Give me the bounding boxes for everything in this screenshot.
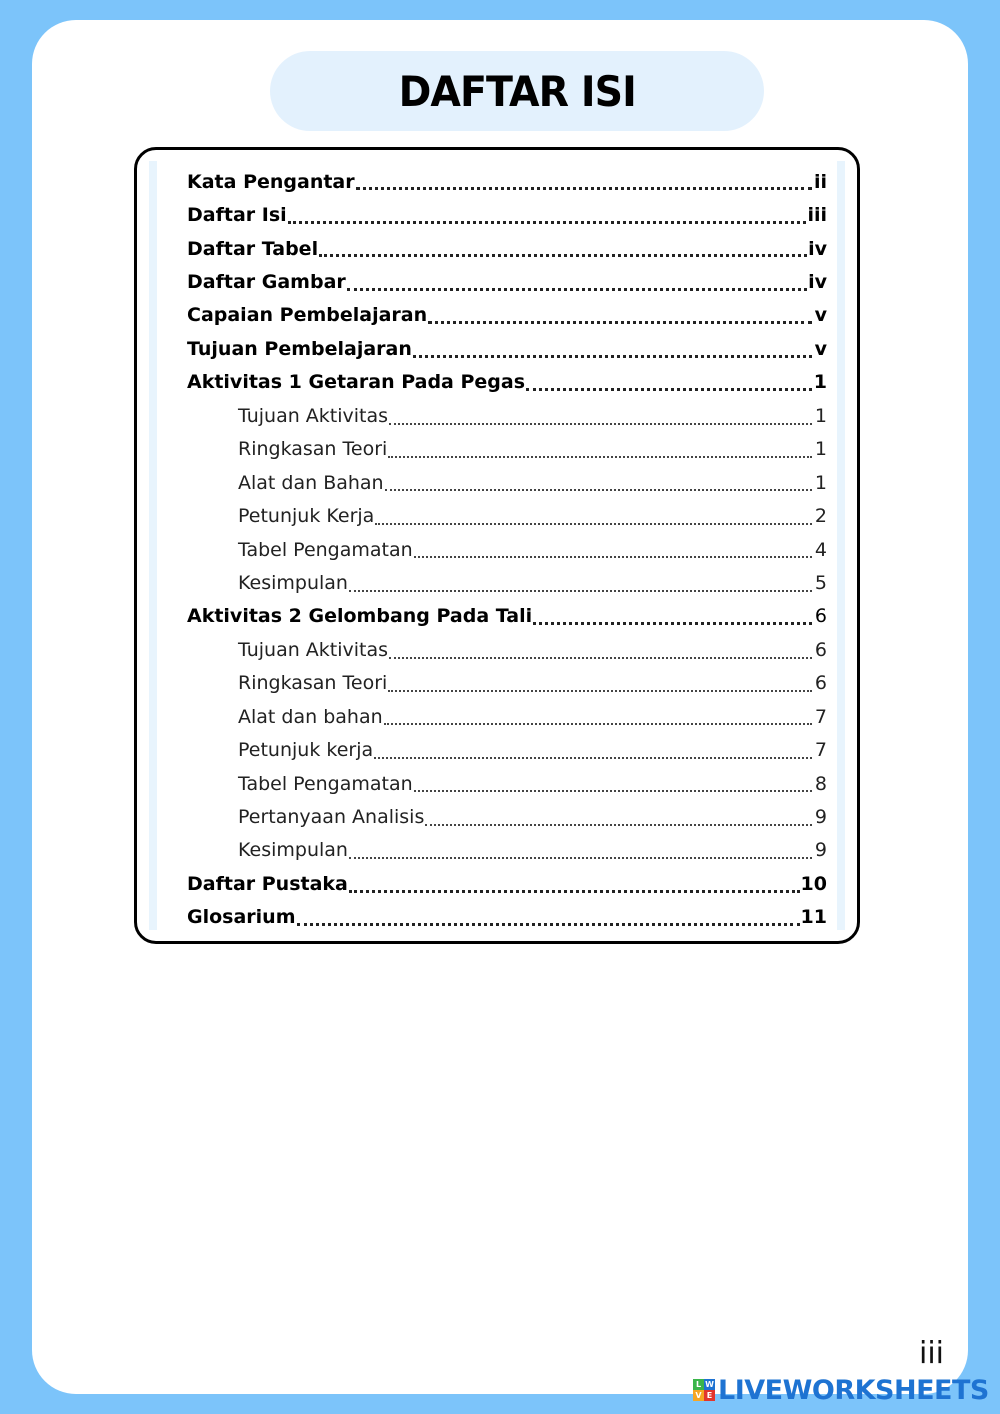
toc-dot-leader <box>347 288 807 291</box>
toc-dot-leader <box>319 254 807 257</box>
toc-entry-page: 1 <box>814 438 827 461</box>
toc-entry-page: 1 <box>813 371 827 394</box>
toc-entry-page: 7 <box>814 739 827 762</box>
toc-entry-page: v <box>814 304 827 327</box>
toc-entry-label: Kesimpulan <box>238 571 348 594</box>
toc-entry-page: 6 <box>814 638 827 661</box>
toc-entry-label: Glosarium <box>187 906 296 929</box>
toc-entry-label: Pertanyaan Analisis <box>238 806 425 829</box>
toc-entry-page: 9 <box>814 806 827 829</box>
toc-entry-label: Tujuan Aktivitas <box>238 638 389 661</box>
toc-entry-label: Tujuan Aktivitas <box>238 404 389 427</box>
toc-entry-label: Capaian Pembelajaran <box>187 304 428 327</box>
toc-entry-label: Aktivitas 2 Gelombang Pada Tali <box>187 605 533 628</box>
toc-dot-leader <box>356 187 812 190</box>
toc-entry-page: 8 <box>814 772 827 795</box>
toc-subentry[interactable] <box>187 399 827 432</box>
toc-subentry[interactable] <box>187 466 827 499</box>
page-number: iii <box>918 1336 944 1371</box>
toc-dot-leader <box>389 423 812 425</box>
toc-dot-leader <box>349 890 800 893</box>
toc-entry-label: Tujuan Pembelajaran <box>187 337 412 360</box>
toc-subentry[interactable] <box>187 633 827 666</box>
toc-dot-leader <box>413 355 812 358</box>
toc-dot-leader <box>374 757 812 759</box>
toc-entry-page: 10 <box>800 872 827 895</box>
toc-entry[interactable] <box>187 265 827 298</box>
toc-dot-leader <box>297 923 800 926</box>
toc-subentry[interactable] <box>187 566 827 599</box>
toc-subentry[interactable] <box>187 800 827 833</box>
toc-dot-leader <box>388 456 812 458</box>
toc-subentry[interactable] <box>187 433 827 466</box>
toc-entry-page: 11 <box>800 906 827 929</box>
toc-entry-page: 4 <box>814 538 827 561</box>
toc-entry-page: 6 <box>814 605 827 628</box>
toc-dot-leader <box>425 824 812 826</box>
toc-entry-label: Ringkasan Teori <box>238 438 388 461</box>
toc-entry-label: Tabel Pengamatan <box>238 772 413 795</box>
toc-entry-page: 9 <box>814 839 827 862</box>
toc-entry-page: iii <box>807 204 827 227</box>
toc-entry-page: 1 <box>814 471 827 494</box>
logo-tile: E <box>704 1390 715 1401</box>
toc-entry-page: 1 <box>814 404 827 427</box>
toc-dot-leader <box>388 690 812 692</box>
toc-subentry[interactable] <box>187 533 827 566</box>
liveworksheets-logo-icon <box>693 1379 715 1401</box>
brand-name: LIVEWORKSHEETS <box>718 1374 989 1406</box>
table-of-contents <box>187 165 827 934</box>
toc-entry-label: Daftar Isi <box>187 204 287 227</box>
toc-entry-page: 5 <box>814 571 827 594</box>
toc-entry-label: Kesimpulan <box>238 839 348 862</box>
toc-dot-leader <box>526 388 812 391</box>
toc-entry-label: Alat dan bahan <box>238 705 383 728</box>
toc-entry-label: Petunjuk Kerja <box>238 505 375 528</box>
toc-subentry[interactable] <box>187 733 827 766</box>
toc-dot-leader <box>384 723 812 725</box>
logo-tile: W <box>705 1380 714 1389</box>
toc-entry-label: Petunjuk kerja <box>238 739 374 762</box>
toc-subentry[interactable] <box>187 834 827 867</box>
toc-entry-page: ii <box>813 170 827 193</box>
toc-entry-label: Alat dan Bahan <box>238 471 384 494</box>
liveworksheets-brand[interactable] <box>693 1376 989 1404</box>
toc-entry[interactable] <box>187 600 827 633</box>
toc-dot-leader <box>414 556 812 558</box>
toc-subentry[interactable] <box>187 700 827 733</box>
toc-entry[interactable] <box>187 232 827 265</box>
toc-dot-leader <box>349 857 812 859</box>
toc-entry-page: 2 <box>814 505 827 528</box>
toc-entry-page: iv <box>808 271 827 294</box>
toc-dot-leader <box>385 489 812 491</box>
toc-entry-page: v <box>814 337 827 360</box>
toc-entry-label: Daftar Tabel <box>187 237 319 260</box>
toc-entry[interactable] <box>187 165 827 198</box>
toc-entry-label: Aktivitas 1 Getaran Pada Pegas <box>187 371 526 394</box>
toc-dot-leader <box>288 221 807 224</box>
page-title: DAFTAR ISI <box>398 66 636 116</box>
toc-entry[interactable] <box>187 198 827 231</box>
toc-entry-label: Tabel Pengamatan <box>238 538 413 561</box>
toc-entry-page: iv <box>808 237 827 260</box>
toc-entry[interactable] <box>187 332 827 365</box>
toc-dot-leader <box>533 622 812 625</box>
toc-entry[interactable] <box>187 299 827 332</box>
toc-entry-label: Daftar Gambar <box>187 271 346 294</box>
logo-tile: L <box>693 1379 704 1390</box>
toc-entry-label: Daftar Pustaka <box>187 872 348 895</box>
toc-entry[interactable] <box>187 901 827 934</box>
toc-entry-page: 7 <box>814 705 827 728</box>
toc-dot-leader <box>349 590 812 592</box>
toc-dot-leader <box>428 321 812 324</box>
toc-subentry[interactable] <box>187 667 827 700</box>
toc-entry-label: Kata Pengantar <box>187 170 355 193</box>
toc-entry[interactable] <box>187 366 827 399</box>
toc-entry[interactable] <box>187 867 827 900</box>
toc-entry-page: 6 <box>814 672 827 695</box>
logo-tile: V <box>693 1390 704 1401</box>
title-banner <box>270 51 764 131</box>
toc-subentry[interactable] <box>187 767 827 800</box>
toc-dot-leader <box>375 523 812 525</box>
toc-subentry[interactable] <box>187 499 827 532</box>
toc-entry-label: Ringkasan Teori <box>238 672 388 695</box>
toc-dot-leader <box>414 790 812 792</box>
toc-dot-leader <box>389 657 812 659</box>
